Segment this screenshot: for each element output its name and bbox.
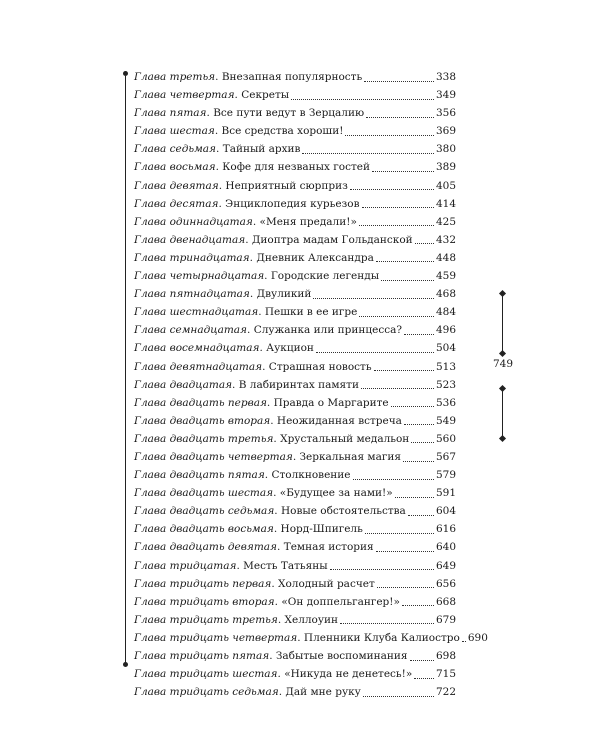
label-separator: .	[259, 342, 267, 355]
chapter-label: Глава семнадцатая	[134, 324, 247, 337]
chapter-page: 656	[435, 577, 456, 590]
chapter-label: Глава тридцать пятая	[134, 650, 270, 662]
dot-leader	[359, 316, 434, 317]
toc-entry	[134, 629, 488, 647]
chapter-title: Тайный архив	[222, 143, 301, 156]
chapter-page: 425	[435, 215, 456, 228]
toc-entry	[134, 231, 456, 249]
right-ornament-upper-diamond	[499, 350, 506, 357]
toc-entry	[134, 466, 456, 484]
chapter-page: 560	[435, 432, 456, 445]
dot-leader	[362, 207, 434, 208]
chapter-page: 616	[435, 523, 456, 536]
chapter-page: 722	[435, 686, 456, 699]
chapter-label: Глава восьмая	[134, 161, 216, 174]
label-separator: .	[271, 577, 279, 590]
label-separator: .	[206, 107, 214, 120]
toc-entry	[134, 195, 456, 213]
label-separator: .	[258, 306, 265, 319]
chapter-page: 380	[435, 143, 456, 156]
chapter-label: Глава седьмая	[134, 143, 216, 156]
chapter-page: 698	[435, 650, 456, 662]
dot-leader	[363, 696, 434, 697]
label-separator: .	[292, 450, 300, 463]
dot-leader	[353, 479, 434, 480]
chapter-page: 567	[435, 450, 456, 463]
chapter-title: Пешки в ее игре	[264, 306, 358, 319]
chapter-label: Глава десятая	[134, 197, 219, 210]
toc-entry	[134, 484, 456, 502]
chapter-page: 468	[435, 288, 456, 301]
dot-leader	[376, 551, 434, 552]
chapter-title: Темная история	[283, 541, 374, 554]
chapter-label: Глава тридцать вторая	[134, 595, 275, 608]
toc-entry	[134, 339, 456, 357]
label-separator: .	[264, 469, 272, 482]
chapter-page: 484	[435, 306, 456, 319]
chapter-label: Глава двадцать седьмая	[134, 505, 275, 518]
label-separator: .	[232, 378, 239, 391]
label-separator: .	[215, 71, 222, 83]
dot-leader	[345, 135, 434, 136]
toc-entry	[134, 520, 456, 538]
label-separator: .	[277, 668, 285, 681]
chapter-title: «Никуда не денетесь!»	[284, 668, 413, 681]
dot-leader	[330, 569, 434, 570]
dot-leader	[404, 424, 434, 425]
chapter-page: 405	[435, 179, 456, 192]
dot-leader	[313, 298, 434, 299]
chapter-label: Глава двадцать вторая	[134, 414, 271, 427]
chapter-label: Глава пятая	[134, 107, 207, 120]
chapter-page: 432	[435, 233, 456, 246]
chapter-page: 523	[435, 378, 456, 391]
chapter-title: «Меня предали!»	[259, 215, 357, 228]
toc-entry	[134, 249, 456, 267]
dot-leader	[391, 406, 434, 407]
chapter-label: Глава четвертая	[134, 89, 235, 102]
toc-entry	[134, 358, 456, 376]
chapter-label: Глава двадцать девятая	[134, 541, 277, 554]
chapter-label: Глава тридцать первая	[134, 577, 272, 590]
left-rule-bottom-dot	[123, 662, 128, 667]
chapter-title: Секреты	[241, 89, 290, 102]
label-separator: .	[277, 613, 285, 626]
label-separator: .	[277, 541, 284, 554]
label-separator: .	[273, 523, 281, 536]
label-separator: .	[216, 143, 223, 156]
chapter-title: Забытые воспоминания	[275, 650, 408, 662]
label-separator: .	[252, 215, 260, 228]
chapter-label: Глава двадцать третья	[134, 432, 274, 445]
dot-leader	[376, 261, 434, 262]
chapter-label: Глава третья	[134, 71, 216, 83]
label-separator: .	[264, 270, 271, 283]
chapter-title: Столкновение	[271, 469, 351, 482]
toc-entry	[134, 575, 456, 593]
toc-entry	[134, 303, 456, 321]
toc-entry	[134, 665, 456, 683]
chapter-page: 389	[435, 161, 456, 174]
toc-entry	[134, 394, 456, 412]
dot-leader	[403, 461, 434, 462]
chapter-label: Глава тридцатая	[134, 559, 237, 572]
dot-leader	[372, 171, 434, 172]
chapter-title: Служанка или принцесса?	[253, 324, 402, 337]
right-ornament-upper-line	[502, 296, 503, 354]
chapter-label: Глава двадцать четвертая	[134, 450, 293, 463]
page-number: 749	[492, 358, 514, 370]
chapter-page: 604	[435, 505, 456, 518]
label-separator: .	[245, 233, 252, 246]
toc-entry	[134, 267, 456, 285]
dot-leader	[364, 81, 434, 82]
chapter-page: 549	[435, 414, 456, 427]
toc-entry	[134, 376, 456, 394]
label-separator: .	[273, 432, 281, 445]
dot-leader	[381, 280, 434, 281]
dot-leader	[366, 117, 434, 118]
chapter-label: Глава двадцать восьмая	[134, 523, 274, 536]
chapter-page: 349	[435, 89, 456, 102]
toc-entry	[134, 285, 456, 303]
toc-entry	[134, 502, 456, 520]
chapter-page: 579	[435, 469, 456, 482]
dot-leader	[414, 678, 434, 679]
chapter-page: 536	[435, 396, 456, 409]
dot-leader	[411, 442, 434, 443]
toc-entry	[134, 647, 456, 665]
toc-entry	[134, 86, 456, 104]
chapter-label: Глава одиннадцатая	[134, 215, 253, 228]
dot-leader	[408, 515, 434, 516]
toc-entry	[134, 593, 456, 611]
chapter-label: Глава пятнадцатая	[134, 288, 250, 301]
chapter-label: Глава двенадцатая	[134, 233, 246, 246]
dot-leader	[415, 243, 434, 244]
dot-leader	[340, 623, 434, 624]
toc-entry	[134, 122, 456, 140]
toc-entry	[134, 321, 456, 339]
chapter-page: 715	[435, 668, 456, 681]
chapter-page: 448	[435, 251, 456, 264]
chapter-label: Глава девятая	[134, 179, 219, 192]
chapter-label: Глава тридцать третья	[134, 613, 278, 626]
label-separator: .	[273, 487, 280, 500]
dot-leader	[302, 153, 434, 154]
left-rule	[125, 76, 126, 665]
chapter-page: 338	[435, 71, 456, 83]
chapter-title: Зеркальная магия	[299, 450, 401, 463]
right-ornament-lower-line	[502, 390, 503, 438]
chapter-label: Глава тридцать четвертая	[134, 631, 298, 644]
dot-leader	[395, 497, 434, 498]
chapter-label: Глава тридцать шестая	[134, 668, 278, 681]
right-ornament-bottom-diamond	[499, 435, 506, 442]
dot-leader	[377, 587, 434, 588]
chapter-page: 649	[435, 559, 456, 572]
label-separator: .	[247, 324, 254, 337]
chapter-title: Диоптра мадам Гольданской	[251, 233, 413, 246]
chapter-label: Глава четырнадцатая	[134, 270, 265, 283]
toc-entry	[134, 158, 456, 176]
label-separator: .	[270, 414, 277, 427]
dot-leader	[316, 352, 434, 353]
chapter-page: 591	[435, 487, 456, 500]
chapter-label: Глава шестнадцатая	[134, 306, 259, 319]
dot-leader	[365, 533, 434, 534]
chapter-title: «Будущее за нами!»	[279, 487, 393, 500]
dot-leader	[374, 370, 434, 371]
toc-entry	[134, 412, 456, 430]
dot-leader	[404, 334, 434, 335]
chapter-title: Дай мне руку	[285, 686, 361, 699]
chapter-label: Глава двадцать первая	[134, 396, 267, 409]
label-separator: .	[266, 396, 274, 409]
dot-leader	[359, 225, 434, 226]
chapter-label: Глава тридцать седьмая	[134, 686, 279, 699]
chapter-page: 496	[435, 324, 456, 337]
chapter-label: Глава шестая	[134, 125, 215, 138]
label-separator: .	[274, 595, 282, 608]
chapter-title: Внезапная популярность	[221, 71, 363, 83]
dot-leader	[462, 641, 466, 642]
toc-entry	[134, 68, 456, 86]
label-separator: .	[249, 288, 257, 301]
label-separator: .	[218, 197, 226, 210]
chapter-title: Правда о Маргарите	[273, 396, 389, 409]
chapter-title: Месть Татьяны	[243, 559, 328, 572]
chapter-title: Аукцион	[266, 342, 314, 355]
chapter-title: Страшная новость	[268, 360, 372, 373]
chapter-label: Глава двадцатая	[134, 378, 233, 391]
chapter-page: 690	[467, 631, 488, 644]
chapter-title: Все средства хороши!	[221, 125, 344, 138]
chapter-title: Холодный расчет	[278, 577, 375, 590]
dot-leader	[350, 189, 434, 190]
chapter-title: Все пути ведут в Зерцалию	[213, 107, 365, 120]
chapter-title: Неожиданная встреча	[276, 414, 402, 427]
chapter-title: Дневник Александра	[256, 251, 374, 264]
chapter-label: Глава девятнадцатая	[134, 360, 263, 373]
toc-entry	[134, 448, 456, 466]
chapter-page: 459	[435, 270, 456, 283]
label-separator: .	[269, 650, 276, 662]
chapter-page: 668	[435, 595, 456, 608]
label-separator: .	[214, 125, 222, 138]
dot-leader	[410, 660, 434, 661]
chapter-label: Глава тринадцатая	[134, 251, 250, 264]
chapter-title: Городские легенды	[270, 270, 380, 283]
chapter-title: Неприятный сюрприз	[225, 179, 348, 192]
chapter-page: 679	[435, 613, 456, 626]
chapter-label: Глава восемнадцатая	[134, 342, 260, 355]
label-separator: .	[262, 360, 269, 373]
toc-entry	[134, 213, 456, 231]
toc-entry	[134, 683, 456, 701]
chapter-page: 369	[435, 125, 456, 138]
chapter-title: Кофе для незваных гостей	[222, 161, 371, 174]
chapter-title: Энциклопедия курьезов	[225, 197, 360, 210]
label-separator: .	[278, 686, 286, 699]
chapter-title: В лабиринтах памяти	[238, 378, 359, 391]
chapter-page: 356	[435, 107, 456, 120]
chapter-title: Новые обстоятельства	[280, 505, 406, 518]
label-separator: .	[274, 505, 281, 518]
toc-entry	[134, 140, 456, 158]
dot-leader	[291, 99, 434, 100]
toc-entry	[134, 557, 456, 575]
table-of-contents	[134, 68, 488, 701]
chapter-page: 513	[435, 360, 456, 373]
chapter-label: Глава двадцать пятая	[134, 469, 265, 482]
chapter-label: Глава двадцать шестая	[134, 487, 274, 500]
label-separator: .	[218, 179, 226, 192]
toc-entry	[134, 177, 456, 195]
label-separator: .	[234, 89, 242, 102]
label-separator: .	[215, 161, 223, 174]
chapter-page: 640	[435, 541, 456, 554]
toc-entry	[134, 611, 456, 629]
chapter-title: Норд-Шпигель	[280, 523, 363, 536]
chapter-page: 504	[435, 342, 456, 355]
chapter-page: 414	[435, 197, 456, 210]
left-rule-top-dot	[123, 71, 128, 76]
chapter-title: Двуликий	[256, 288, 312, 301]
dot-leader	[402, 605, 434, 606]
label-separator: .	[236, 559, 244, 572]
dot-leader	[361, 388, 434, 389]
label-separator: .	[297, 631, 304, 644]
chapter-title: «Он доппельгангер!»	[281, 595, 400, 608]
chapter-title: Пленники Клуба Калиостро	[303, 631, 460, 644]
chapter-title: Хрустальный медальон	[280, 432, 410, 445]
toc-entry	[134, 430, 456, 448]
label-separator: .	[249, 251, 257, 264]
chapter-title: Хеллоуин	[284, 613, 339, 626]
toc-entry	[134, 104, 456, 122]
toc-entry	[134, 538, 456, 556]
